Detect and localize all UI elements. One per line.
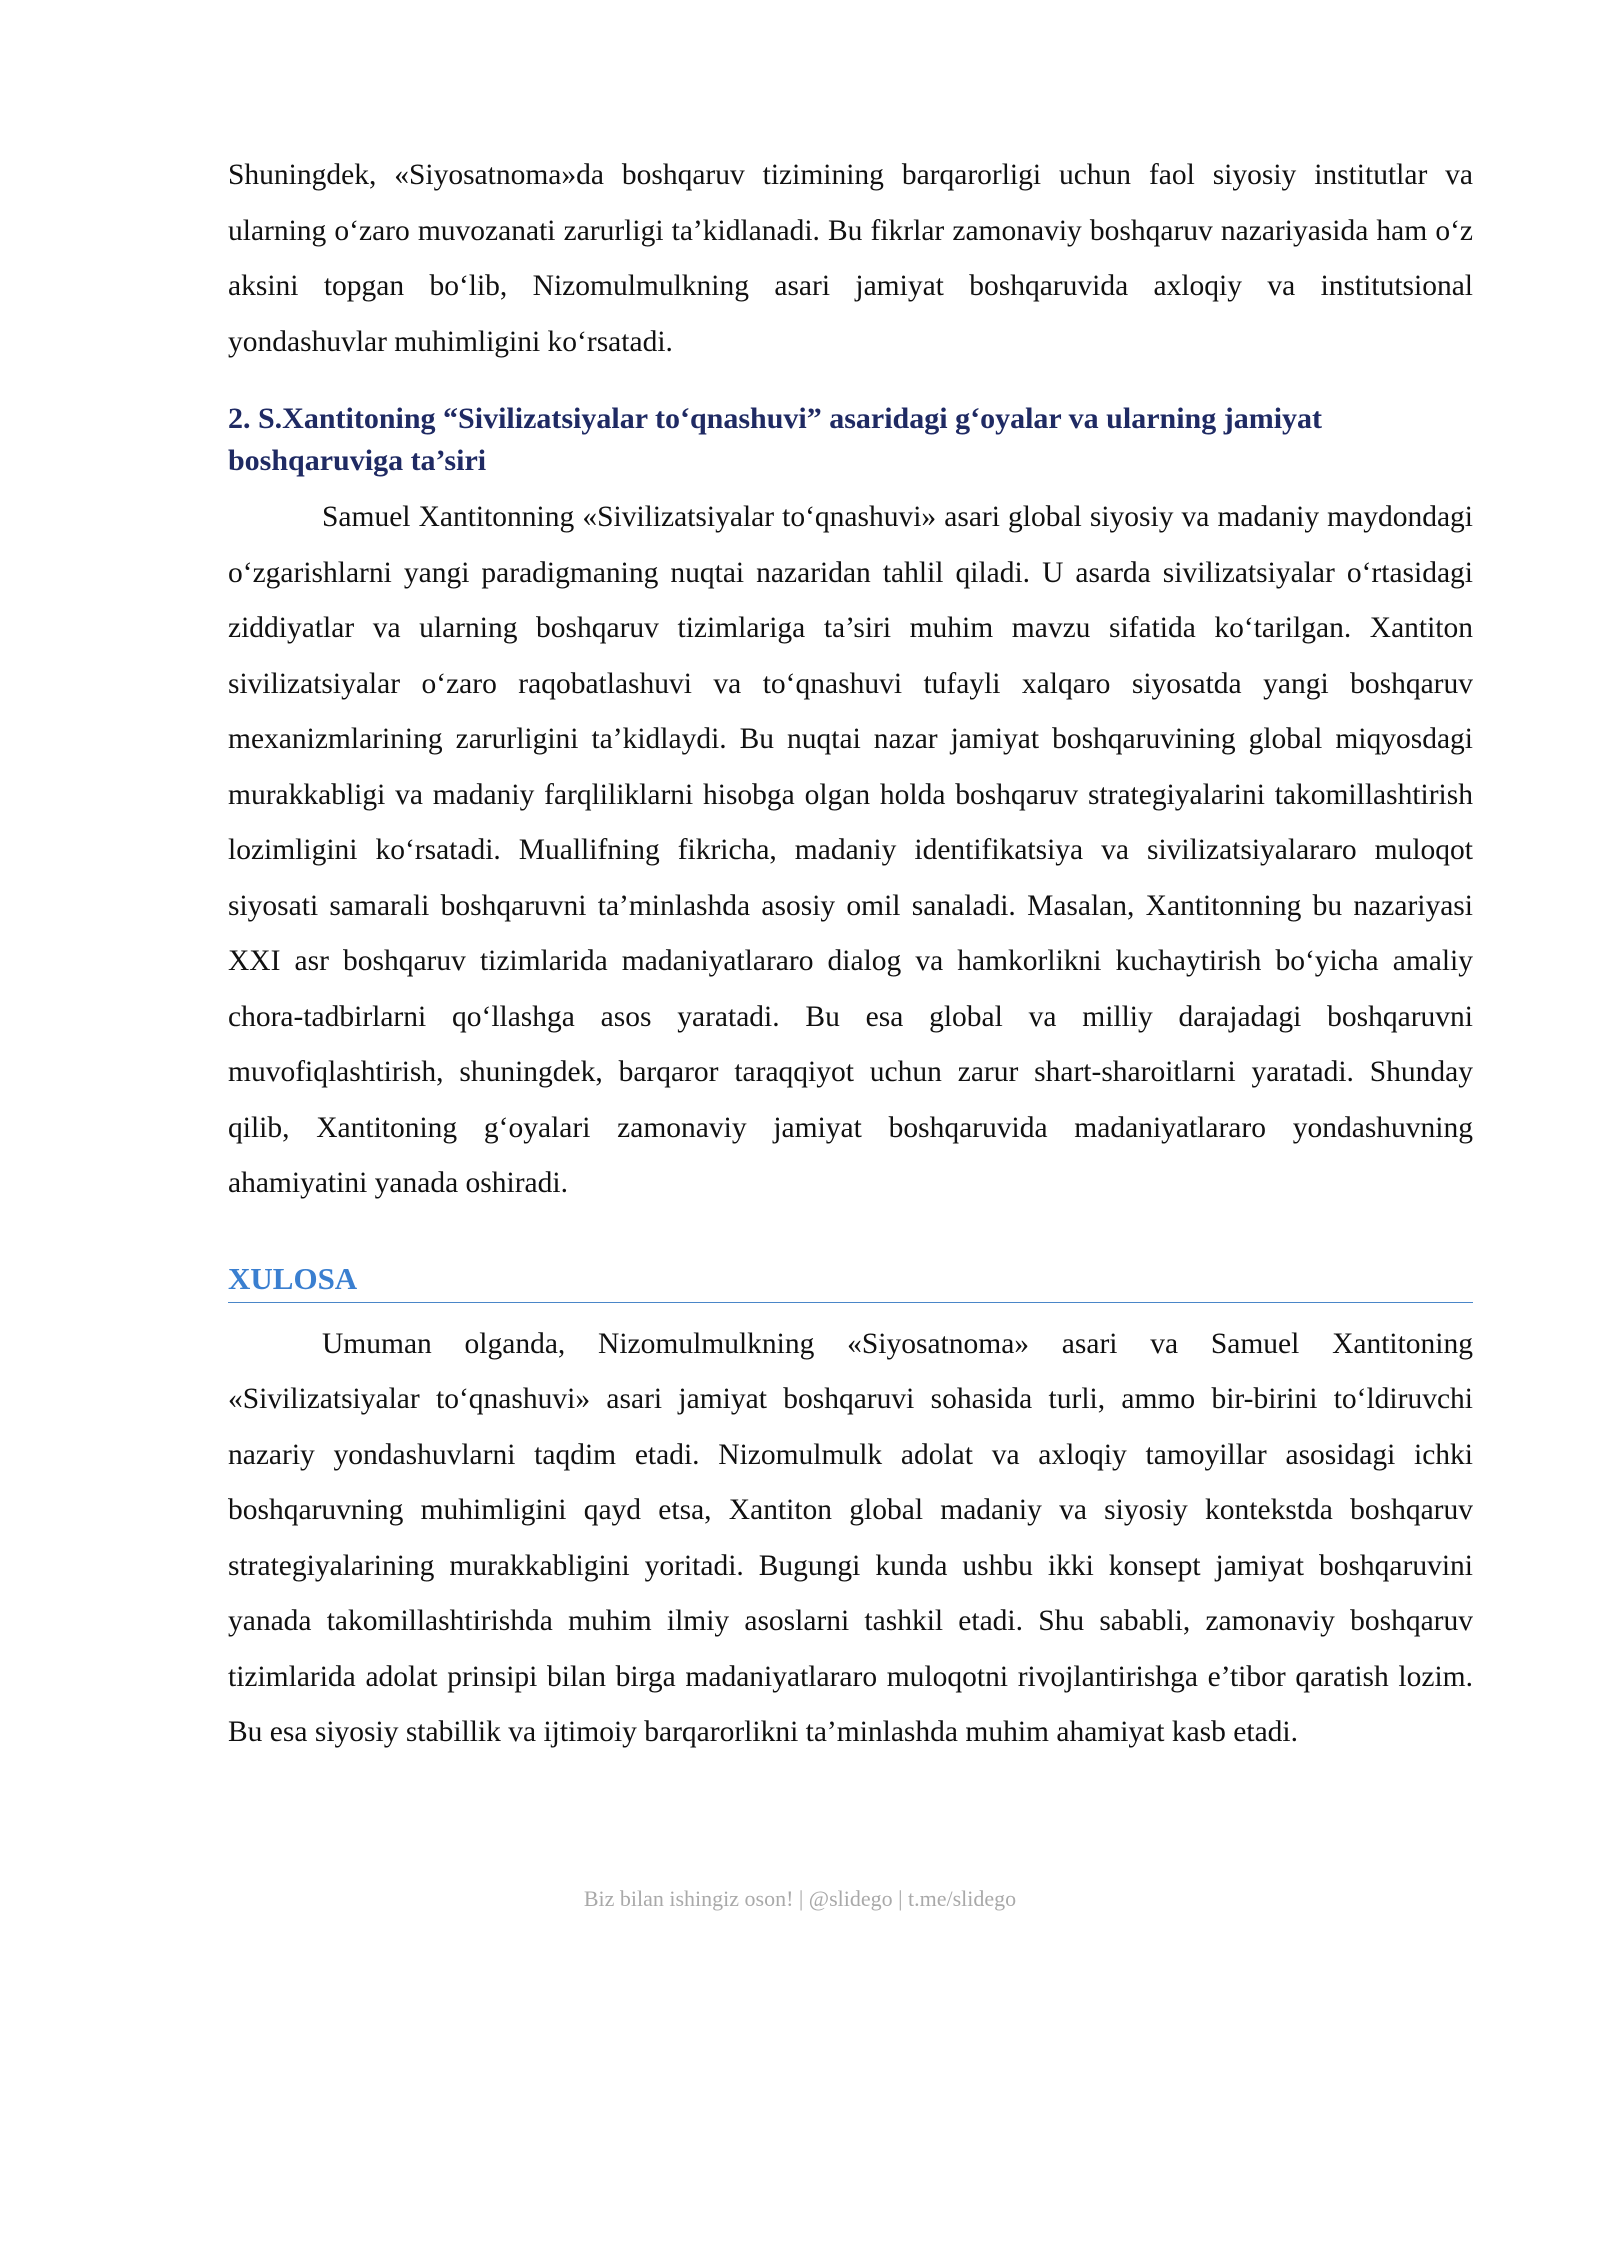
- page-footer: Biz bilan ishingiz oson! | @slidego | t.me/slidego: [583, 1886, 1017, 1911]
- conclusion-heading: XULOSA: [228, 1258, 1473, 1303]
- section-2-heading: 2. S.Xantitoning “Sivilizatsiyalar to‘qnashuvi” asaridagi g‘oyalar va ularning jamiyat boshqaruviga ta’siri: [228, 402, 1323, 477]
- section-2-paragraph: Samuel Xantitonning «Sivilizatsiyalar to‘qnashuvi» asari global siyosiy va madaniy maydondagi o‘zgarishlarni yangi paradigmaning nuqtai nazaridan tahlil qiladi. U asarda sivilizatsiyalar o‘rtasidagi ziddiyatlar va ularning boshqaruv tizimlariga ta’siri muhim mavzu sifatida ko‘tarilgan. Xantiton sivilizatsiyalar o‘zaro raqobatlashuvi va to‘qnashuvi tufayli xalqaro siyosatda yangi boshqaruv mexanizmlarining zarurligini ta’kidlaydi. Bu nuqtai nazar jamiyat boshqaruvining global miqyosdagi murakkabligi va madaniy farqliliklarni hisobga olgan holda boshqaruv strategiyalarini takomillashtirish lozimligini ko‘rsatadi. Muallifning fikricha, madaniy identifikatsiya va sivilizatsiyalararo muloqot siyosati samarali boshqaruvni ta’minlashda asosiy omil sanaladi. Masalan, Xantitonning bu nazariyasi XXI asr boshqaruv tizimlarida madaniyatlararo dialog va hamkorlikni kuchaytirish bo‘yicha amaliy chora-tadbirlarni qo‘llashga asos yaratadi. Bu esa global va milliy darajadagi boshqaruvni muvofiqlashtirish, shuningdek, barqaror taraqqiyot uchun zarur shart-sharoitlarni yaratadi. Shunday qilib, Xantitoning g‘oyalari zamonaviy jamiyat boshqaruvida madaniyatlararo yondashuvning ahamiyatini yanada oshiradi.: [228, 501, 1473, 1199]
- intro-paragraph: Shuningdek, «Siyosatnoma»da boshqaruv tizimining barqarorligi uchun faol siyosiy institutlar va ularning o‘zaro muvozanati zarurligi ta’kidlanadi. Bu fikrlar zamonaviy boshqaruv nazariyasida ham o‘z aksini topgan bo‘lib, Nizomulmulkning asari jamiyat boshqaruvida axloqiy va institutsional yondashuvlar muhimligini ko‘rsatadi.: [228, 159, 1473, 358]
- conclusion-paragraph: Umuman olganda, Nizomulmulkning «Siyosatnoma» asari va Samuel Xantitoning «Sivilizatsiyalar to‘qnashuvi» asari jamiyat boshqaruvi sohasida turli, ammo bir-birini to‘ldiruvchi nazariy yondashuvlarni taqdim etadi. Nizomulmulk adolat va axloqiy tamoyillar asosidagi ichki boshqaruvning muhimligini qayd etsa, Xantiton global madaniy va siyosiy kontekstda boshqaruv strategiyalarining murakkabligini yoritadi. Bugungi kunda ushbu ikki konsept jamiyat boshqaruvini yanada takomillashtirishda muhim ilmiy asoslarni tashkil etadi. Shu sababli, zamonaviy boshqaruv tizimlarida adolat prinsipi bilan birga madaniyatlararo muloqotni rivojlantirishga e’tibor qaratish lozim. Bu esa siyosiy stabillik va ijtimoiy barqarorlikni ta’minlashda muhim ahamiyat kasb etadi.: [228, 1327, 1473, 1748]
- document-page: [228, 148, 1473, 1761]
